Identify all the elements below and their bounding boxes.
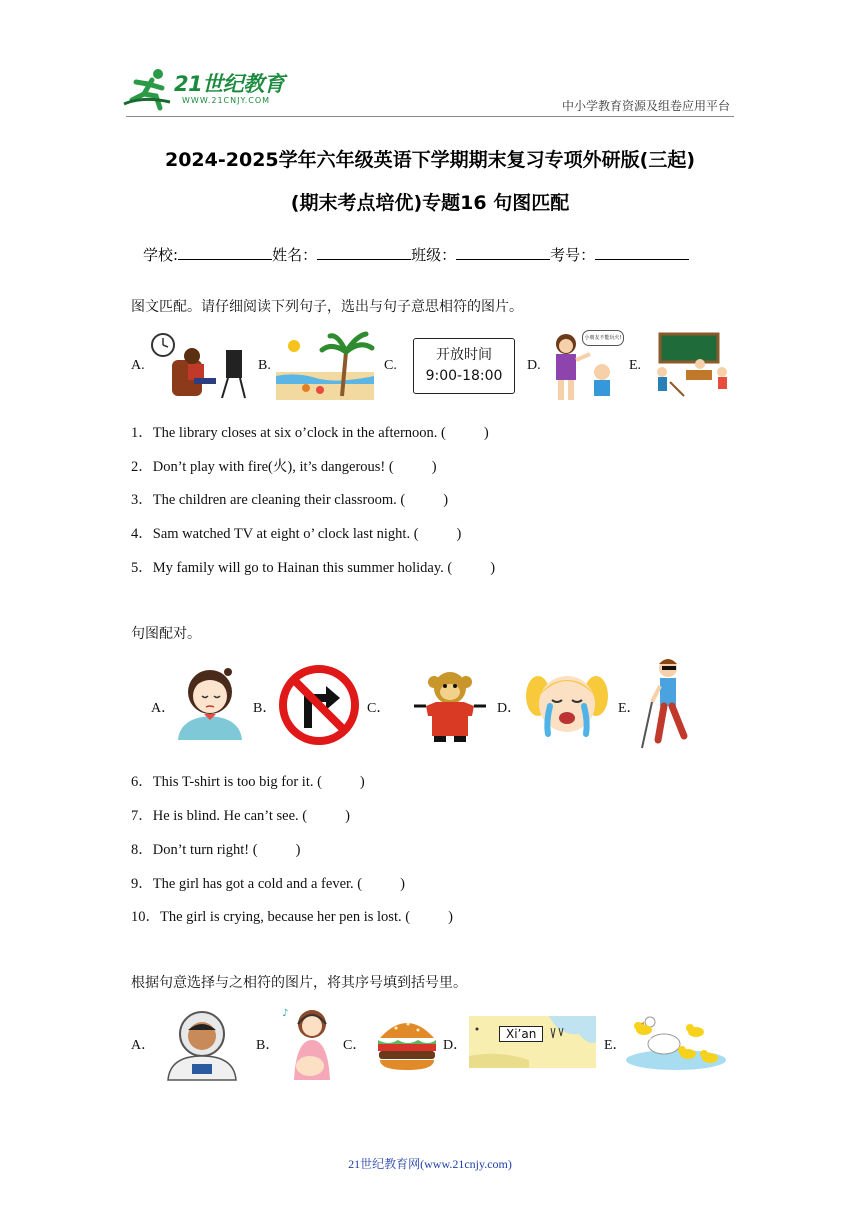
s2-question-9: 9．The girl has got a cold and a fever. ( )	[131, 876, 405, 892]
opening-hours-sign	[413, 338, 515, 394]
s1-option-b-label: B.	[258, 358, 271, 373]
number-field[interactable]	[595, 245, 689, 260]
section3-instruction: 根据句意选择与之相符的图片，将其序号填到括号里。	[131, 975, 467, 991]
girl-listening-music-image	[280, 1004, 338, 1080]
page-subtitle: (期末考点培优)专题16 句图匹配	[290, 192, 570, 214]
runner-icon	[122, 66, 172, 110]
s2-option-c-label: C．	[367, 701, 391, 716]
sign-title: 开放时间	[436, 347, 492, 363]
s3-option-c-label: C．	[343, 1038, 367, 1053]
no-right-turn-sign	[278, 664, 360, 746]
svg-text:♪: ♪	[282, 1008, 289, 1019]
s2-option-e-label: E．	[618, 701, 641, 716]
boy-watching-tv-image	[150, 332, 246, 400]
map-city-label: Xi’an	[499, 1026, 543, 1042]
ducks-image	[624, 1012, 730, 1072]
name-field[interactable]	[317, 245, 411, 260]
student-info	[143, 244, 689, 265]
s1-option-d-label: D.	[527, 358, 541, 373]
xian-map-image	[469, 1016, 596, 1068]
s1-question-3: 3．The children are cleaning their classroom. ( )	[131, 492, 449, 508]
s2-question-10: 10．The girl is crying, because her pen is lost. ( )	[131, 909, 453, 925]
sick-girl-image	[174, 666, 246, 740]
s2-question-8: 8．Don’t turn right! ( )	[131, 842, 301, 858]
blind-man-image	[638, 656, 696, 752]
school-label: 学校:	[143, 246, 179, 264]
hamburger-image	[376, 1014, 438, 1072]
s1-question-5: 5．My family will go to Hainan this summer holiday. ( )	[131, 560, 496, 576]
monkey-big-tshirt-image	[412, 666, 488, 744]
astronaut-image	[162, 1010, 242, 1080]
header-divider	[126, 116, 734, 117]
logo-url: WWW.21CNJY.COM	[182, 96, 271, 105]
cleaning-classroom-image	[650, 332, 732, 400]
footer-link[interactable]: 21世纪教育网(www.21cnjy.com)	[348, 1157, 512, 1171]
s3-option-a-label: A．	[131, 1038, 156, 1053]
name-label: 姓名：	[272, 246, 318, 264]
sign-hours: 9:00-18:00	[425, 368, 503, 384]
s2-option-d-label: D．	[497, 701, 522, 716]
s3-option-e-label: E．	[604, 1038, 627, 1053]
s3-option-d-label: D．	[443, 1038, 468, 1053]
s1-option-c-label: C.	[384, 358, 397, 373]
s1-question-4: 4．Sam watched TV at eight o’ clock last night. ( )	[131, 526, 462, 542]
class-label: 班级：	[411, 246, 457, 264]
s1-question-1: 1．The library closes at six o’clock in the afternoon. ( )	[131, 425, 489, 441]
s3-option-b-label: B．	[256, 1038, 280, 1053]
s1-question-2: 2．Don’t play with fire(火), it’s dangerous! ( )	[131, 459, 437, 475]
logo-text: 21世纪教育	[174, 72, 285, 96]
beach-image	[276, 332, 374, 400]
s2-question-7: 7．He is blind. He can’t see. ( )	[131, 808, 350, 824]
logo	[122, 66, 292, 114]
number-label: 考号：	[550, 246, 596, 264]
speech-bubble: 小朋友不能玩火!	[582, 330, 624, 346]
page-title: 2024-2025学年六年级英语下学期期末复习专项外研版(三起)	[164, 149, 696, 171]
s1-option-e-label: E.	[629, 358, 642, 373]
school-field[interactable]	[178, 245, 272, 260]
section1-instruction: 图文匹配。请仔细阅读下列句子，选出与句子意思相符的图片。	[131, 299, 523, 315]
s1-option-a-label: A.	[131, 358, 145, 373]
s2-option-b-label: B．	[253, 701, 277, 716]
section2-instruction: 句图配对。	[131, 626, 201, 642]
crying-girl-image	[524, 666, 610, 740]
s2-question-6: 6．This T-shirt is too big for it. ( )	[131, 774, 365, 790]
map-background	[469, 1016, 596, 1068]
platform-label: 中小学教育资源及组卷应用平台	[561, 99, 730, 113]
class-field[interactable]	[456, 245, 550, 260]
s2-option-a-label: A．	[151, 701, 176, 716]
